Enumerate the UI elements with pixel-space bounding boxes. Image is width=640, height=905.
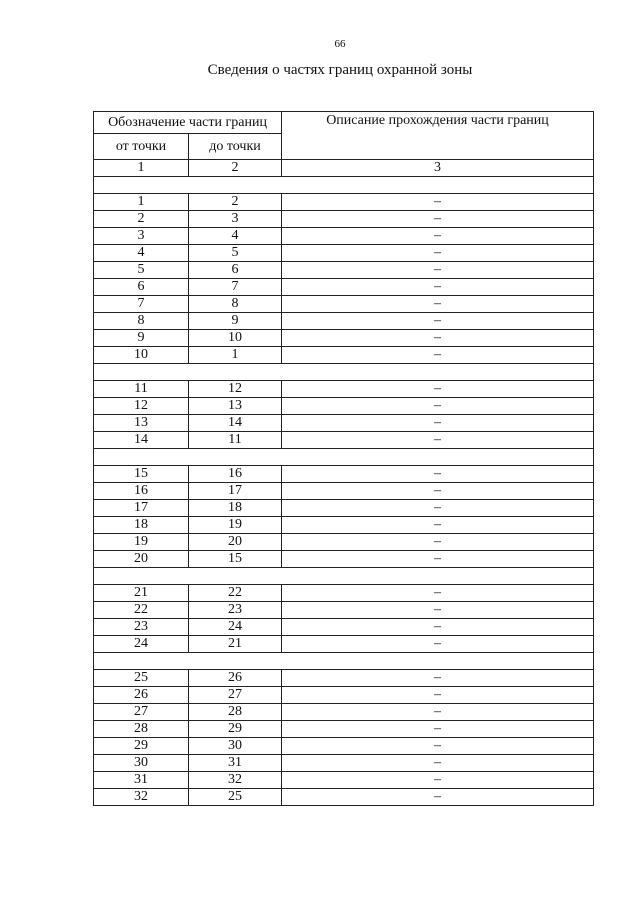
table-row xyxy=(94,313,594,330)
description-cell: – xyxy=(282,619,594,636)
to-point-cell: 6 xyxy=(189,262,282,279)
to-point-cell: 18 xyxy=(189,500,282,517)
from-point-cell: 14 xyxy=(94,432,189,449)
group-separator-cell xyxy=(94,177,594,194)
to-point-cell: 5 xyxy=(189,245,282,262)
from-point-cell: 13 xyxy=(94,415,189,432)
group-separator-cell xyxy=(94,653,594,670)
from-point-cell: 8 xyxy=(94,313,189,330)
to-point-cell: 9 xyxy=(189,313,282,330)
table-row xyxy=(94,211,594,228)
from-point-cell: 30 xyxy=(94,755,189,772)
description-cell: – xyxy=(282,415,594,432)
document-title: Сведения о частях границ охранной зоны xyxy=(207,62,473,78)
from-point-cell: 2 xyxy=(94,211,189,228)
table-row xyxy=(94,721,594,738)
to-point-cell: 1 xyxy=(189,347,282,364)
to-point-cell: 11 xyxy=(189,432,282,449)
table-row xyxy=(94,738,594,755)
from-point-cell: 11 xyxy=(94,381,189,398)
description-cell: – xyxy=(282,738,594,755)
from-point-cell: 21 xyxy=(94,585,189,602)
description-cell: – xyxy=(282,381,594,398)
description-cell: – xyxy=(282,296,594,313)
table-row xyxy=(94,670,594,687)
table-row xyxy=(94,296,594,313)
to-point-cell: 28 xyxy=(189,704,282,721)
to-point-cell: 15 xyxy=(189,551,282,568)
table-row xyxy=(94,534,594,551)
from-point-cell: 28 xyxy=(94,721,189,738)
from-point-cell: 29 xyxy=(94,738,189,755)
group-separator-cell xyxy=(94,568,594,585)
table-row xyxy=(94,483,594,500)
table-row xyxy=(94,194,594,211)
description-cell: – xyxy=(282,670,594,687)
from-point-cell: 27 xyxy=(94,704,189,721)
table-row xyxy=(94,279,594,296)
table-row xyxy=(94,466,594,483)
table-row xyxy=(94,551,594,568)
column-number: 3 xyxy=(282,160,594,177)
description-cell: – xyxy=(282,755,594,772)
from-point-cell: 20 xyxy=(94,551,189,568)
from-point-cell: 7 xyxy=(94,296,189,313)
from-point-cell: 4 xyxy=(94,245,189,262)
to-point-cell: 32 xyxy=(189,772,282,789)
to-point-cell: 12 xyxy=(189,381,282,398)
description-cell: – xyxy=(282,347,594,364)
to-point-cell: 30 xyxy=(189,738,282,755)
table-row xyxy=(94,636,594,653)
table-row xyxy=(94,262,594,279)
to-point-cell: 16 xyxy=(189,466,282,483)
description-cell: – xyxy=(282,772,594,789)
from-point-cell: 26 xyxy=(94,687,189,704)
description-cell: – xyxy=(282,721,594,738)
table-row xyxy=(94,619,594,636)
to-point-cell: 13 xyxy=(189,398,282,415)
description-cell: – xyxy=(282,517,594,534)
from-point-cell: 17 xyxy=(94,500,189,517)
table-row xyxy=(94,245,594,262)
table-row xyxy=(94,398,594,415)
description-cell: – xyxy=(282,245,594,262)
table-row xyxy=(94,602,594,619)
to-point-cell: 27 xyxy=(189,687,282,704)
to-point-cell: 24 xyxy=(189,619,282,636)
description-cell: – xyxy=(282,313,594,330)
description-cell: – xyxy=(282,279,594,296)
description-cell: – xyxy=(282,789,594,806)
to-point-cell: 19 xyxy=(189,517,282,534)
from-point-cell: 9 xyxy=(94,330,189,347)
from-point-cell: 31 xyxy=(94,772,189,789)
description-cell: – xyxy=(282,704,594,721)
to-point-cell: 17 xyxy=(189,483,282,500)
table-row xyxy=(94,228,594,245)
table-row xyxy=(94,772,594,789)
group-separator-row xyxy=(94,177,594,194)
to-point-cell: 23 xyxy=(189,602,282,619)
from-point-cell: 25 xyxy=(94,670,189,687)
description-cell: – xyxy=(282,687,594,704)
description-cell: – xyxy=(282,636,594,653)
description-cell: – xyxy=(282,228,594,245)
description-cell: – xyxy=(282,330,594,347)
to-point-cell: 21 xyxy=(189,636,282,653)
from-point-cell: 22 xyxy=(94,602,189,619)
table-row xyxy=(94,415,594,432)
to-point-cell: 29 xyxy=(189,721,282,738)
from-point-cell: 6 xyxy=(94,279,189,296)
header-designation: Обозначение части границ xyxy=(94,112,282,134)
description-cell: – xyxy=(282,398,594,415)
group-separator-row xyxy=(94,449,594,466)
description-cell: – xyxy=(282,483,594,500)
table-row xyxy=(94,687,594,704)
column-number: 1 xyxy=(94,160,189,177)
description-cell: – xyxy=(282,602,594,619)
table-row xyxy=(94,704,594,721)
table-row xyxy=(94,432,594,449)
to-point-cell: 4 xyxy=(189,228,282,245)
table-body xyxy=(94,177,594,806)
to-point-cell: 22 xyxy=(189,585,282,602)
description-cell: – xyxy=(282,194,594,211)
from-point-cell: 12 xyxy=(94,398,189,415)
to-point-cell: 2 xyxy=(189,194,282,211)
from-point-cell: 19 xyxy=(94,534,189,551)
to-point-cell: 14 xyxy=(189,415,282,432)
description-cell: – xyxy=(282,262,594,279)
to-point-cell: 7 xyxy=(189,279,282,296)
table-row xyxy=(94,330,594,347)
from-point-cell: 32 xyxy=(94,789,189,806)
table-row xyxy=(94,381,594,398)
from-point-cell: 5 xyxy=(94,262,189,279)
header-description: Описание прохождения части границ xyxy=(282,112,594,160)
from-point-cell: 16 xyxy=(94,483,189,500)
page-number: 66 xyxy=(334,38,346,50)
to-point-cell: 8 xyxy=(189,296,282,313)
to-point-cell: 3 xyxy=(189,211,282,228)
description-cell: – xyxy=(282,466,594,483)
header-to-point: до точки xyxy=(189,134,282,160)
group-separator-cell xyxy=(94,364,594,381)
from-point-cell: 15 xyxy=(94,466,189,483)
from-point-cell: 18 xyxy=(94,517,189,534)
description-cell: – xyxy=(282,500,594,517)
from-point-cell: 24 xyxy=(94,636,189,653)
description-cell: – xyxy=(282,551,594,568)
description-cell: – xyxy=(282,211,594,228)
from-point-cell: 3 xyxy=(94,228,189,245)
table-row xyxy=(94,755,594,772)
to-point-cell: 31 xyxy=(189,755,282,772)
description-cell: – xyxy=(282,585,594,602)
group-separator-row xyxy=(94,364,594,381)
to-point-cell: 10 xyxy=(189,330,282,347)
to-point-cell: 20 xyxy=(189,534,282,551)
boundary-parts-table xyxy=(93,111,594,806)
column-number: 2 xyxy=(189,160,282,177)
table-row xyxy=(94,585,594,602)
description-cell: – xyxy=(282,432,594,449)
from-point-cell: 1 xyxy=(94,194,189,211)
group-separator-row xyxy=(94,568,594,585)
header-from-point: от точки xyxy=(94,134,189,160)
group-separator-row xyxy=(94,653,594,670)
from-point-cell: 10 xyxy=(94,347,189,364)
from-point-cell: 23 xyxy=(94,619,189,636)
to-point-cell: 25 xyxy=(189,789,282,806)
to-point-cell: 26 xyxy=(189,670,282,687)
table-row xyxy=(94,347,594,364)
group-separator-cell xyxy=(94,449,594,466)
table-row xyxy=(94,517,594,534)
table-row xyxy=(94,789,594,806)
description-cell: – xyxy=(282,534,594,551)
table-row xyxy=(94,500,594,517)
